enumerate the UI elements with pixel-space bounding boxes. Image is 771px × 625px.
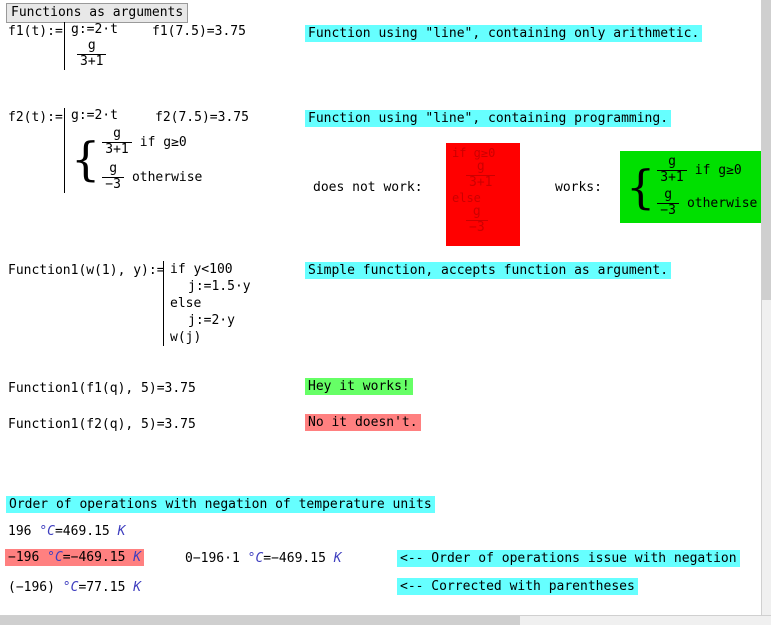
function1-line-3[interactable]: else — [170, 296, 202, 311]
section3-heading: Order of operations with negation of temperature units — [6, 496, 435, 513]
temperature-line-3[interactable] — [8, 580, 141, 595]
f2-definition-label[interactable]: f2(t):= — [8, 110, 63, 125]
works-label: works: — [555, 180, 602, 195]
temp1-unit-k: K — [117, 524, 126, 539]
red-if-line: if g≥0 — [452, 146, 496, 160]
function1-line-5[interactable]: w(j) — [170, 330, 202, 345]
function1-program-block[interactable] — [163, 261, 251, 346]
temp1-result: =469.15 — [54, 524, 118, 539]
temp3-unit-k: K — [133, 580, 142, 595]
function1-line-2[interactable]: j:=1.5·y — [188, 279, 251, 294]
brace-icon: { — [626, 159, 656, 214]
temp2b-value: 0−196·1 — [185, 551, 248, 566]
temp2-unit-c: °C — [47, 550, 63, 565]
page-title: Functions as arguments — [6, 3, 188, 23]
f1-definition-label[interactable]: f1(t):= — [8, 24, 63, 39]
vertical-scrollbar[interactable] — [761, 0, 771, 625]
red-else-line: else — [452, 190, 481, 205]
temp2-unit-k: K — [133, 550, 142, 565]
f1-note: Function using "line", containing only arithmetic. — [305, 25, 702, 42]
temp3-result: =77.15 — [78, 580, 134, 595]
temperature-line-3-note: <-- Corrected with parentheses — [397, 578, 638, 595]
brace-icon: { — [71, 132, 101, 187]
f1-assignment[interactable]: g:=2·t — [71, 22, 118, 37]
temp3-value: (−196) — [8, 580, 63, 595]
temperature-line-2b[interactable] — [185, 551, 342, 566]
f2-branch1-condition: if g≥0 — [139, 134, 187, 150]
vertical-scrollbar-thumb[interactable] — [762, 0, 771, 300]
works-example[interactable] — [620, 151, 771, 223]
temperature-line-1[interactable] — [8, 524, 125, 539]
temperature-line-2-note: <-- Order of operations issue with negation — [397, 550, 740, 567]
temp1-value: 196 — [8, 524, 40, 539]
green-condition-1: if g≥0 — [694, 163, 742, 179]
temp2b-unit-c: °C — [247, 551, 264, 566]
f1-program-block[interactable] — [64, 22, 118, 70]
f2-branch1-fraction: $\frac{g}{3+1}$ — [102, 127, 131, 158]
temp2b-result: =−469.15 — [263, 551, 334, 566]
green-fraction-2: $\frac{g}{-3}$ — [657, 188, 679, 219]
f1-fraction-denominator: 3+1 — [77, 54, 106, 70]
temp2-value: −196 — [8, 550, 48, 565]
temperature-line-2[interactable] — [5, 549, 144, 566]
f2-conditional-block[interactable] — [71, 127, 202, 193]
function1-call-f1[interactable]: Function1(f1(q), 5)=3.75 — [8, 381, 196, 396]
function1-call-f1-note: Hey it works! — [305, 378, 413, 395]
f2-note: Function using "line", containing programming. — [305, 110, 671, 127]
temp2b-unit-k: K — [333, 551, 342, 566]
horizontal-scrollbar-thumb[interactable] — [0, 616, 520, 625]
temp3-unit-c: °C — [62, 580, 79, 595]
f1-evaluation[interactable]: f1(7.5)=3.75 — [152, 24, 246, 39]
f2-branch2-condition: otherwise — [131, 169, 203, 185]
red-fraction-1: $\frac{g}{3+1}$ — [466, 160, 495, 191]
horizontal-scrollbar[interactable] — [0, 615, 771, 625]
f2-assignment[interactable]: g:=2·t — [71, 108, 118, 123]
f2-evaluation[interactable]: f2(7.5)=3.75 — [155, 110, 249, 125]
function1-call-f2-note: No it doesn't. — [305, 414, 421, 431]
function1-note: Simple function, accepts function as argument. — [305, 262, 671, 279]
function1-line-1[interactable]: if y<100 — [170, 262, 233, 277]
f1-fraction[interactable] — [77, 39, 106, 70]
function1-line-4[interactable]: j:=2·y — [188, 313, 235, 328]
temp2-result: =−469.15 — [62, 550, 134, 565]
does-not-work-label: does not work: — [313, 180, 423, 195]
f2-branch2-fraction: $\frac{g}{-3}$ — [102, 162, 124, 193]
does-not-work-example[interactable] — [446, 143, 520, 246]
green-fraction-1: $\frac{g}{3+1}$ — [657, 155, 686, 186]
green-condition-2: otherwise — [686, 195, 758, 211]
function1-definition-label[interactable]: Function1(w(1), y):= — [8, 263, 165, 278]
f1-fraction-numerator: g — [87, 38, 96, 53]
red-fraction-2: $\frac{g}{-3}$ — [466, 205, 488, 236]
temp1-unit-c: °C — [39, 524, 55, 539]
function1-call-f2[interactable]: Function1(f2(q), 5)=3.75 — [8, 417, 196, 432]
